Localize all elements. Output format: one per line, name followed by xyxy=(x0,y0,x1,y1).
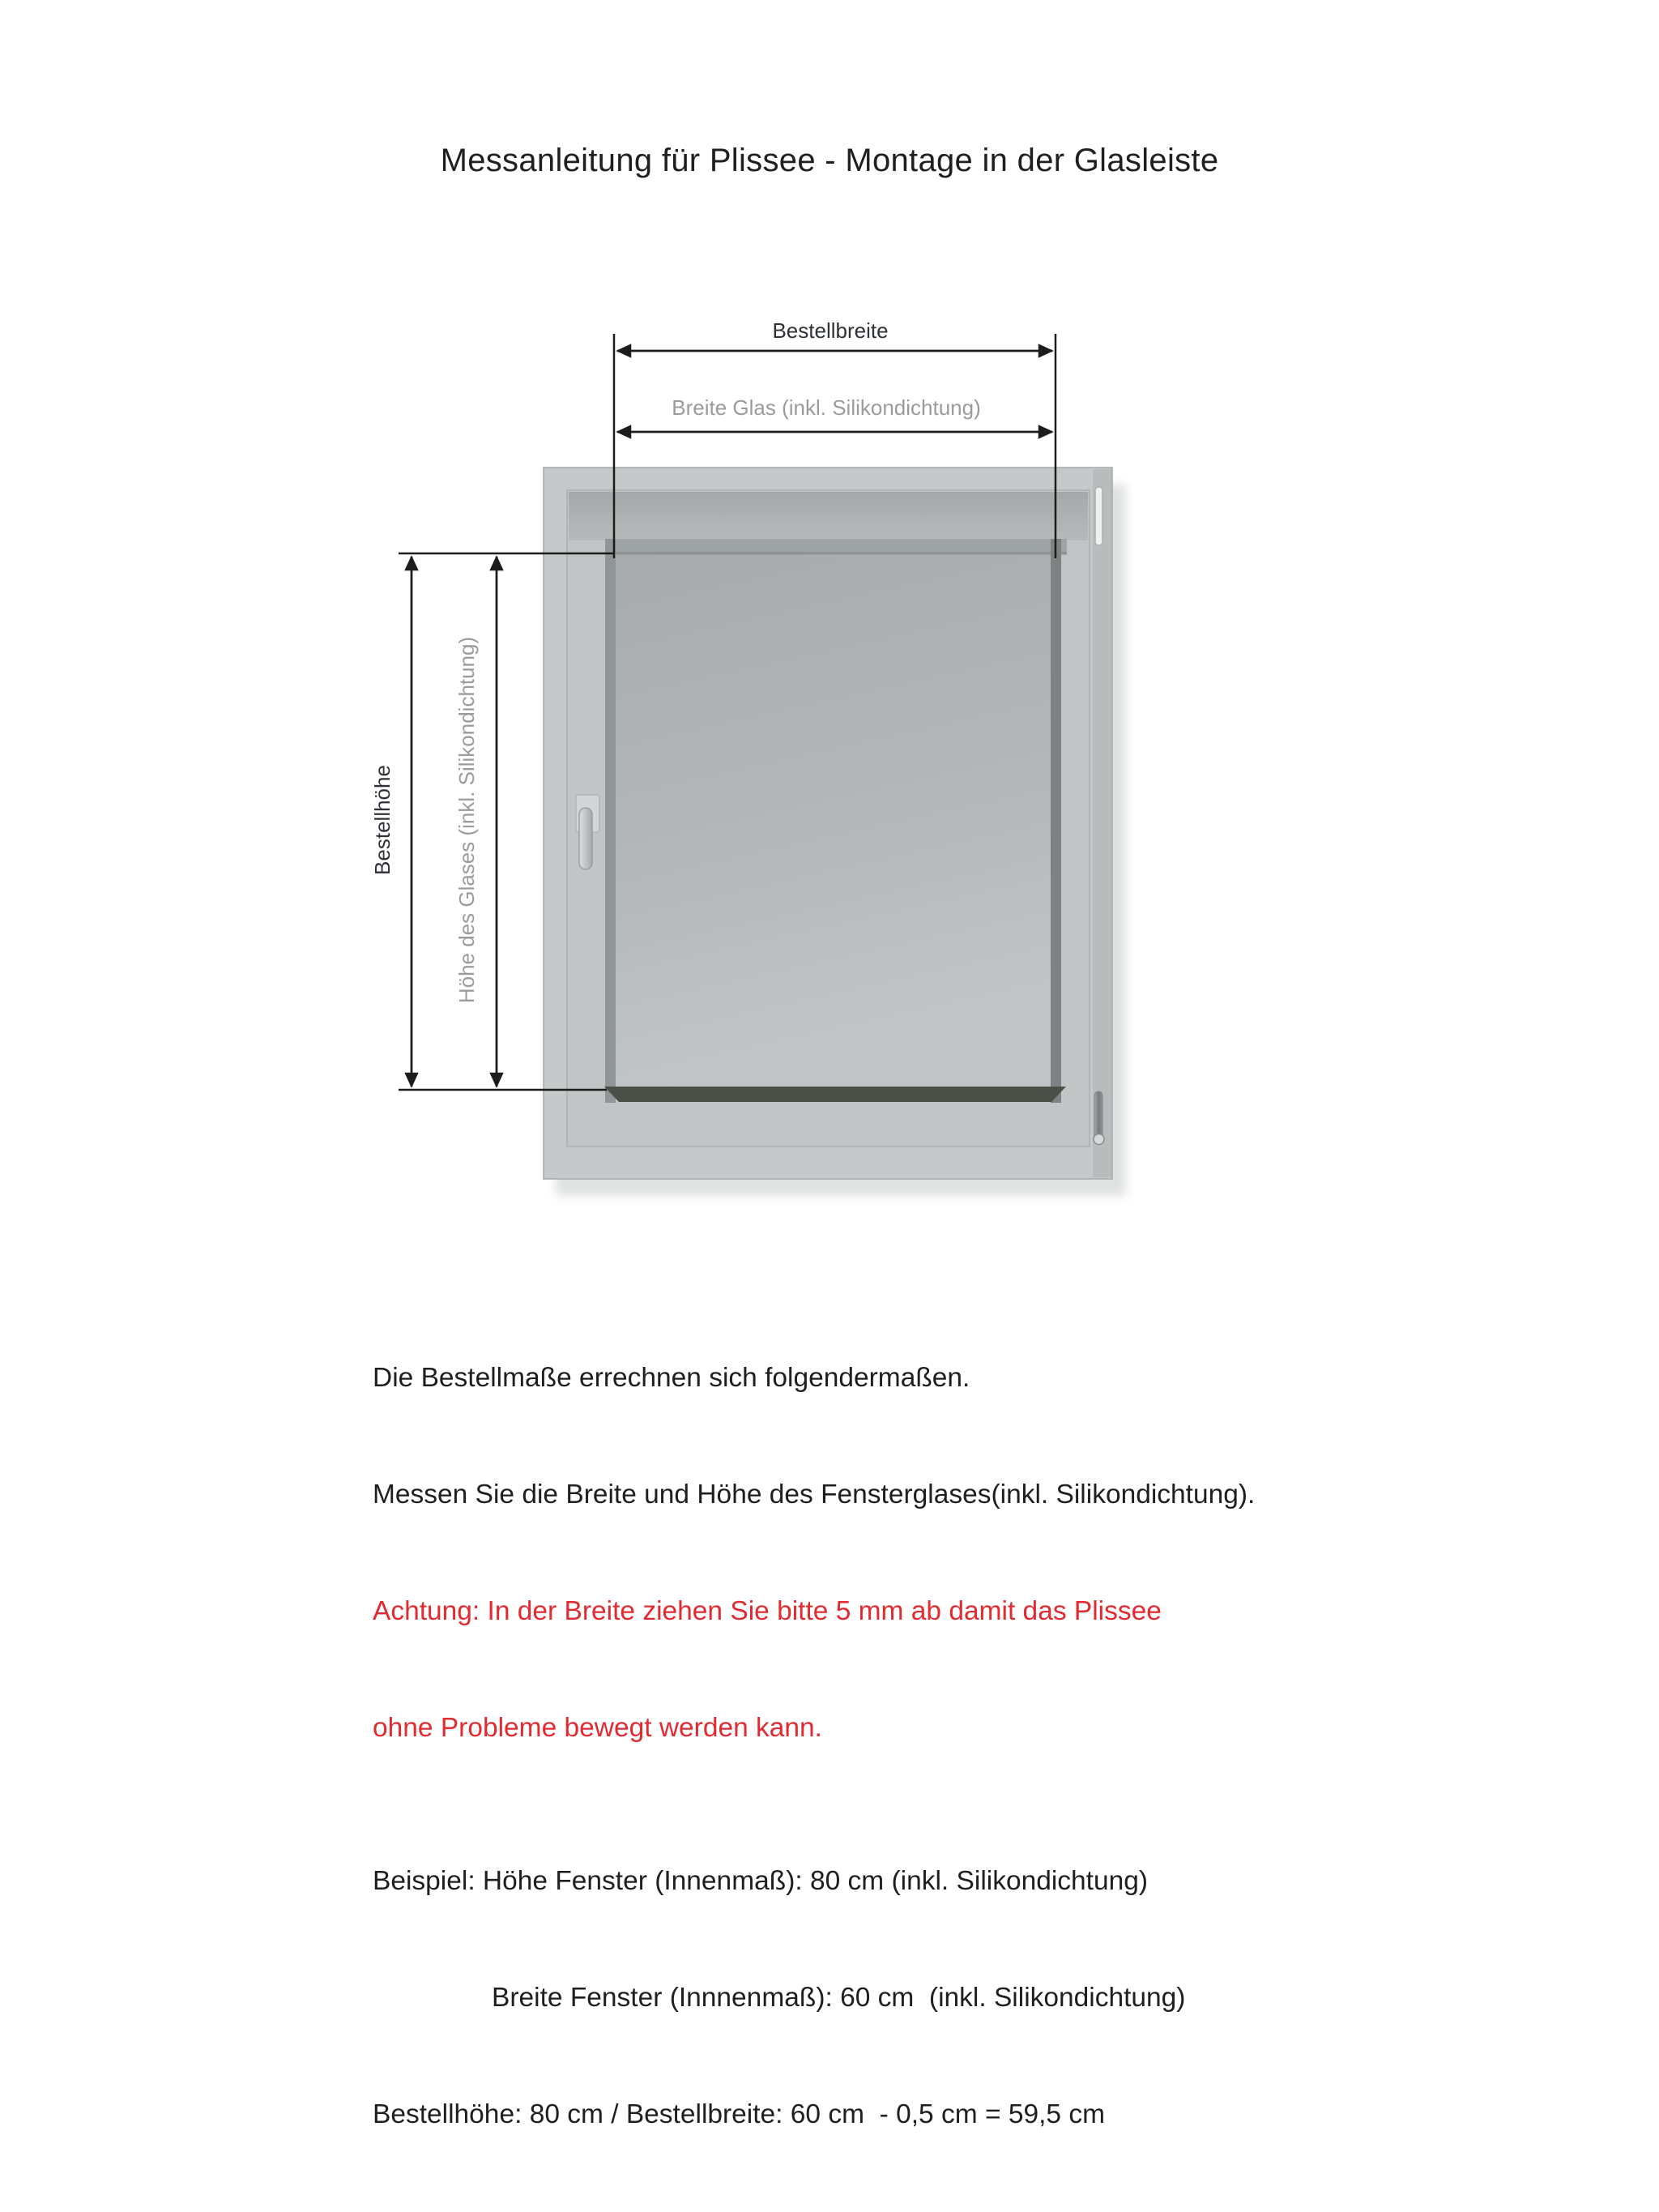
window-handle-lever xyxy=(579,808,592,869)
window-hinge-top xyxy=(1095,487,1102,545)
window-frame-right-shading xyxy=(1093,469,1111,1177)
glass-pane xyxy=(616,554,1051,1087)
order-height-label: Bestellhöhe xyxy=(370,765,394,875)
glazing-bead-right xyxy=(1051,539,1061,1103)
instruction-intro-line-2: Messen Sie die Breite und Höhe des Fensterglases(inkl. Silikondichtung). xyxy=(373,1480,1256,1510)
instructions-block xyxy=(373,1281,1255,2212)
window-hinge-bottom xyxy=(1094,1091,1104,1145)
glazing-bead-left xyxy=(605,539,616,1103)
glazing-bead-top-edge xyxy=(605,552,1067,555)
glass-width-label: Breite Glas (inkl. Silikondichtung) xyxy=(672,395,981,420)
page-title: Messanleitung für Plissee - Montage in der Glasleiste xyxy=(440,143,1219,178)
glass-height-label: Höhe des Glases (inkl. Silikondichtung) xyxy=(454,636,479,1004)
window-illustration xyxy=(544,468,1126,1196)
instruction-example-line-2: Breite Fenster (Innnenmaß): 60 cm (inkl. Silikondichtung) xyxy=(492,1983,1186,2013)
window-sash-top-shade xyxy=(569,492,1088,540)
instruction-warning-line-2: ohne Probleme bewegt werden kann. xyxy=(373,1713,822,1743)
instruction-intro-line-1: Die Bestellmaße errechnen sich folgendermaßen. xyxy=(373,1363,970,1393)
glazing-bead-bottom xyxy=(604,1087,1066,1102)
instruction-example-line-3: Bestellhöhe: 80 cm / Bestellbreite: 60 cm - 0,5 cm = 59,5 cm xyxy=(373,2099,1105,2129)
instruction-example-line-1: Beispiel: Höhe Fenster (Innenmaß): 80 cm (inkl. Silikondichtung) xyxy=(373,1866,1149,1896)
order-width-label: Bestellbreite xyxy=(772,318,889,343)
instruction-warning-line-1: Achtung: In der Breite ziehen Sie bitte 5 mm ab damit das Plissee xyxy=(373,1596,1162,1626)
